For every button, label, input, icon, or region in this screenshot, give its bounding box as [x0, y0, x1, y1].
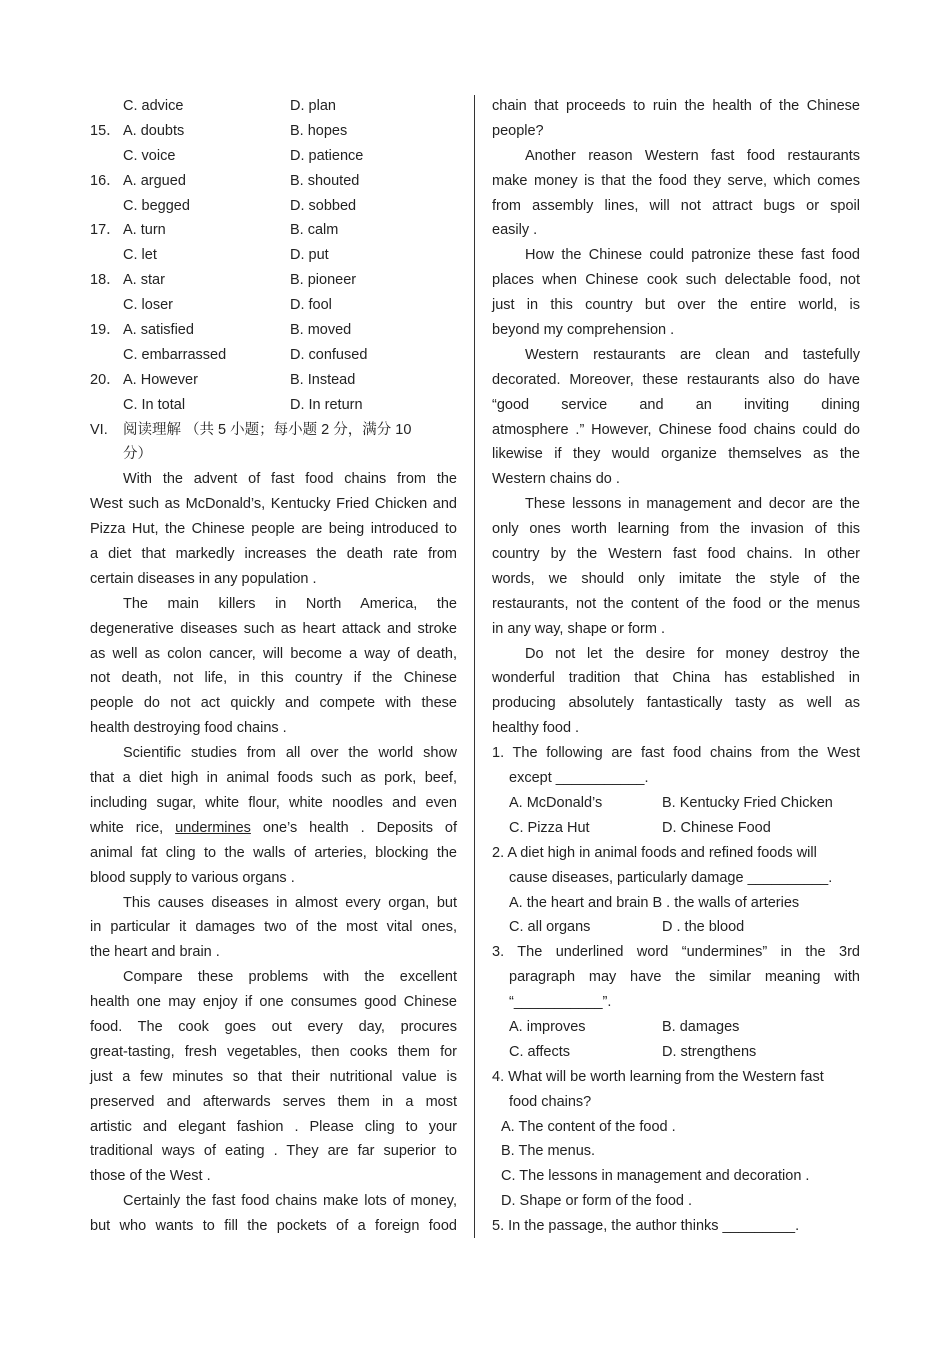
option-row: C. loser D. fool [123, 297, 332, 314]
choice-d: D. strengthens [662, 1043, 757, 1060]
choice-b: B. The menus. [501, 1143, 596, 1160]
passage-line: from assembly lines, will not attract bugs or spoil [492, 197, 860, 214]
question-3-options-cd [492, 1040, 860, 1065]
choice-b: B. Kentucky Fried Chicken [662, 794, 833, 811]
passage-line: only ones worth learning from the invasion of this [492, 521, 860, 538]
passage-line: preserved and afterwards serves them in a most [90, 1093, 457, 1110]
question-3-cont: paragraph may have the similar meaning with [509, 969, 860, 986]
choice-a: A. The content of the food . [501, 1118, 676, 1135]
option-row: C. advice D. plan [123, 98, 336, 114]
passage-line: easily . [492, 222, 538, 239]
passage-line: Another reason Western fast food restaurants [525, 147, 860, 164]
passage-line: but who wants to fill the pockets of a foreign food [90, 1218, 457, 1235]
passage-line: atmosphere .” However, Chinese food chains could do [492, 421, 860, 438]
passage-line: white rice, undermines one’s health . Deposits of [90, 819, 458, 836]
passage-line: The main killers in North America, the [123, 595, 457, 612]
passage-line: certain diseases in any population . [90, 570, 317, 587]
underlined-word: undermines [175, 819, 251, 836]
passage-line: animal fat cling to the walls of arteries, blocking the [90, 844, 457, 861]
passage-line: Scientific studies from all over the world show [123, 745, 457, 762]
question-4-cont: food chains? [509, 1093, 592, 1110]
choice-d: D. Shape or form of the food . [501, 1193, 693, 1210]
passage-line: chain that proceeds to ruin the health of the Chinese [492, 98, 860, 114]
passage-line: just a few minutes so that their nutritional value is [90, 1068, 457, 1085]
passage-line: country by the Western fast food chains. In other [492, 546, 860, 563]
passage-line: health one may enjoy if one consumes good Chinese [90, 994, 457, 1011]
question-2: 2. A diet high in animal foods and refined foods will [492, 844, 817, 861]
passage-line: beyond my comprehension . [492, 322, 675, 339]
section-heading: VI. 阅读理解 （共 5 小题；每小题 2 分，满分 10 [90, 421, 412, 438]
passage-line: those of the West . [90, 1168, 211, 1185]
passage-line: a diet that markedly increases the death rate from [90, 546, 457, 563]
passage-line: How the Chinese could patronize these fast food [525, 247, 860, 264]
option-row: 17． A. turn B. calm [90, 222, 339, 239]
choice-a: A. improves [509, 1018, 586, 1035]
passage-line: decorated. Moreover, these restaurants also do have [492, 371, 860, 388]
passage-line: blood supply to various organs . [90, 869, 295, 886]
passage-line: people? [492, 122, 544, 139]
passage-line: restaurants, not the content of the food or the menus [492, 595, 860, 612]
question-1-options-ab [492, 791, 860, 816]
option-row: C. begged D. sobbed [123, 197, 357, 214]
passage-line: people do not act quickly and compete with these [90, 695, 457, 712]
choice-d: D. Chinese Food [662, 819, 771, 836]
passage-line: health destroying food chains . [90, 720, 287, 737]
passage-line: words, we should only imitate the style of the [492, 570, 860, 587]
section-heading-cont: 分） [123, 446, 152, 463]
passage-line: as well as colon cancer, will become a way of death, [90, 645, 457, 662]
passage-line: With the advent of fast food chains from the [123, 471, 457, 488]
passage-line: that a diet high in animal foods such as pork, beef, [90, 770, 457, 787]
passage-line: great-tasting, fresh vegetables, then cooks them for [90, 1043, 457, 1060]
option-row: C. In total D. In return [123, 396, 363, 413]
passage-line: producing absolutely fantastically tasty as well as [492, 695, 860, 712]
passage-line: food. The cook goes out every day, procures [90, 1018, 457, 1035]
question-2-cont: cause diseases, particularly damage __________. [509, 869, 833, 886]
passage-line: degenerative diseases such as heart attack and stroke [90, 620, 457, 637]
right-column [492, 94, 860, 1239]
passage-line: West such as McDonald’s, Kentucky Fried Chicken and [90, 496, 457, 513]
question-3: 3. The underlined word “undermines” in the 3rd [492, 944, 860, 961]
question-1-options-cd [492, 816, 860, 841]
passage-line: Pizza Hut, the Chinese people are being introduced to [90, 521, 457, 538]
question-3-blank: “___________”. [509, 994, 612, 1011]
passage-line: artistic and elegant fashion . Please cling to your [90, 1118, 457, 1135]
column-divider [474, 95, 475, 1238]
passage-line: the heart and brain . [90, 944, 220, 961]
question-2-options-ab: A. the heart and brain B . the walls of arteries [509, 894, 800, 911]
passage-line: including sugar, white flour, white noodles and even [90, 794, 457, 811]
passage-line: traditional ways of eating . They are far superior to [90, 1143, 457, 1160]
passage-line: Western restaurants are clean and tastefully [525, 346, 860, 363]
choice-d: D . the blood [662, 919, 745, 936]
option-row: C. voice D. patience [123, 147, 364, 164]
choice-b: B. damages [662, 1018, 740, 1035]
passage-line: in particular it damages two of the most vital ones, [90, 919, 457, 936]
passage-line: in any way, shape or form . [492, 620, 666, 637]
choice-c: C. The lessons in management and decoration . [501, 1168, 810, 1185]
passage-line: make money is that the food they serve, which comes [492, 172, 860, 189]
question-4: 4. What will be worth learning from the Western fast [492, 1068, 824, 1085]
option-row: 15． A. doubts B. hopes [90, 122, 348, 139]
choice-c: C. affects [509, 1043, 570, 1060]
passage-line: Compare these problems with the excellent [123, 969, 457, 986]
passage-line: places when Chinese cook such delectable food, not [492, 272, 860, 289]
question-3-options-ab [492, 1015, 860, 1040]
question-2-options-cd [492, 915, 860, 940]
option-row: C. let D. put [123, 247, 329, 264]
left-column [90, 94, 457, 1239]
passage-line: healthy food . [492, 720, 580, 737]
question-5: 5. In the passage, the author thinks _________. [492, 1218, 800, 1235]
option-row: C. embarrassed D. confused [123, 346, 368, 363]
passage-line: These lessons in management and decor are the [525, 496, 860, 513]
option-row: 19． A. satisfied B. moved [90, 322, 352, 339]
option-row: 18． A. star B. pioneer [90, 272, 357, 289]
passage-line: wonderful tradition that China has established in [492, 670, 860, 687]
question-1-cont: except ___________. [509, 770, 649, 787]
passage-line: just in this country but over the entire world, is [492, 297, 860, 314]
option-row: 20． A. However B. Instead [90, 371, 356, 388]
passage-line: likewise if they would organize themselves as the [492, 446, 860, 463]
passage-line: This causes diseases in almost every organ, but [123, 894, 457, 911]
passage-line: Do not let the desire for money destroy the [525, 645, 860, 662]
choice-c: C. Pizza Hut [509, 819, 590, 836]
passage-line: Western chains do . [492, 471, 620, 488]
passage-line: not death, not life, in this country if the Chinese [90, 670, 457, 687]
choice-a: A. McDonald’s [509, 794, 603, 811]
choice-c: C. all organs [509, 919, 591, 936]
passage-line: Certainly the fast food chains make lots of money, [123, 1193, 457, 1210]
option-row: 16． A. argued B. shouted [90, 172, 360, 189]
passage-line: “good service and an inviting dining [492, 396, 860, 413]
question-1: 1. The following are fast food chains from the West [492, 745, 860, 762]
